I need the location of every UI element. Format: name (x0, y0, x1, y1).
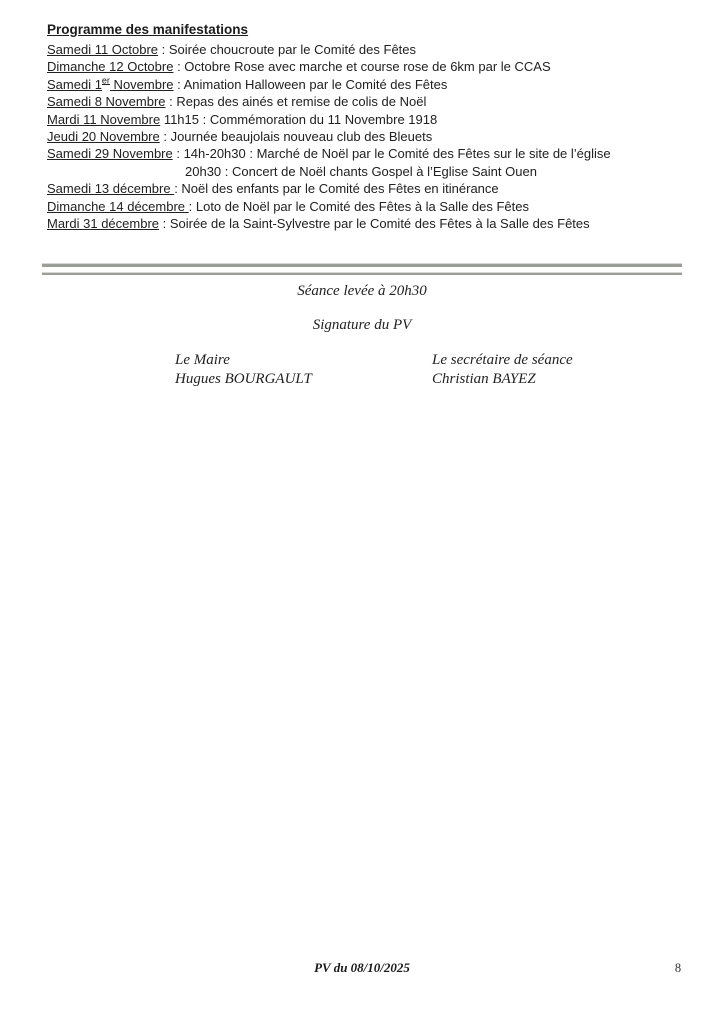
event-description: : Octobre Rose avec marche et course rose de 6km par le CCAS (173, 59, 551, 75)
signature-role-mayor: Le Maire (175, 352, 230, 368)
event-line (47, 180, 677, 197)
event-description: : Animation Halloween par le Comité des Fêtes (173, 76, 448, 92)
event-description: : Repas des ainés et remise de colis de Noël (165, 94, 427, 110)
divider-rule-top (42, 263, 682, 267)
event-line (47, 128, 677, 145)
signature-block-secretary (432, 351, 573, 389)
event-line (47, 198, 677, 215)
event-date: Dimanche 12 Octobre (47, 59, 174, 75)
footer-page-number: 8 (674, 961, 682, 975)
signature-role-secretary: Le secrétaire de séance (432, 352, 573, 368)
event-date: Samedi 13 décembre (47, 181, 175, 197)
event-line (47, 111, 677, 128)
event-line-continuation (47, 163, 677, 180)
event-date: Mardi 11 Novembre (47, 111, 161, 127)
event-line (47, 93, 677, 110)
signature-block-mayor (175, 351, 312, 389)
signature-name-mayor: Hugues BOURGAULT (175, 371, 312, 387)
seance-levee-text: Séance levée à 20h30 (297, 283, 427, 299)
event-description: : Soirée de la Saint-Sylvestre par le Comité des Fêtes à la Salle des Fêtes (159, 216, 590, 232)
event-date: Novembre (109, 76, 174, 92)
event-line (47, 215, 677, 232)
footer-doc-ref: PV du 08/10/2025 (314, 960, 410, 975)
event-line (47, 41, 677, 58)
signature-heading: Signature du PV (312, 317, 412, 333)
event-description: : Loto de Noël par le Comité des Fêtes à la Salle des Fêtes (188, 198, 529, 214)
event-date: Samedi 29 Novembre (47, 146, 173, 162)
event-date: Jeudi 20 Novembre (47, 129, 160, 145)
event-description: : Soirée choucroute par le Comité des Fêtes (158, 42, 417, 57)
event-description: 11h15 : Commémoration du 11 Novembre 1918 (160, 111, 438, 127)
event-date: Samedi 8 Novembre (47, 94, 166, 110)
event-line (47, 58, 677, 75)
event-description: : Noël des enfants par le Comité des Fêtes en itinérance (174, 181, 499, 197)
events-list (47, 41, 677, 232)
signature-name-secretary: Christian BAYEZ (432, 371, 536, 387)
event-date: Samedi 1 (47, 76, 102, 92)
event-date: Samedi 11 Octobre (47, 42, 159, 57)
event-description: 20h30 : Concert de Noël chants Gospel à l’Eglise Saint Ouen (185, 163, 537, 179)
program-title: Programme des manifestations (47, 22, 249, 37)
event-date: Mardi 31 décembre (47, 216, 159, 232)
event-description: : 14h-20h30 : Marché de Noël par le Comité des Fêtes sur le site de l’église (172, 146, 611, 162)
event-date-ordinal: er (101, 75, 110, 86)
section-divider (42, 263, 682, 275)
divider-rule-bottom (42, 272, 682, 276)
event-description: : Journée beaujolais nouveau club des Bleuets (159, 129, 433, 145)
event-line (47, 145, 677, 162)
event-line (47, 76, 677, 93)
event-date: Dimanche 14 décembre (47, 198, 189, 214)
